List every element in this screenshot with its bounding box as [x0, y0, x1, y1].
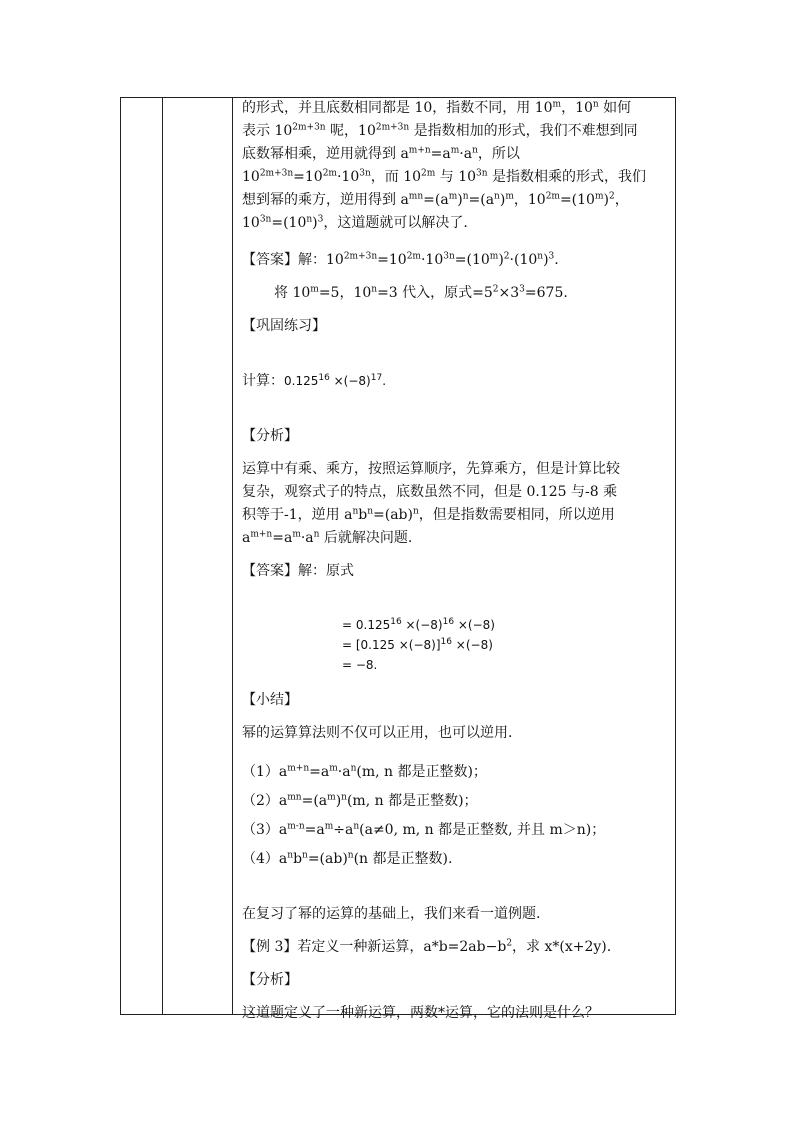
sup: 2: [492, 284, 499, 295]
text-run: 【答案】解：: [242, 252, 326, 268]
text-run: ): [335, 793, 342, 809]
sup: m: [329, 763, 338, 774]
sup: n: [462, 191, 469, 202]
text-run: ×(−8): [401, 618, 443, 632]
sup: n: [313, 529, 320, 540]
text-run: 积等于-1，逆用 a: [242, 507, 353, 523]
text-run: ·(10: [509, 252, 538, 268]
sup: 2: [503, 251, 510, 262]
text-run: =a: [309, 764, 330, 780]
text-run: =10: [293, 169, 323, 185]
sup: n: [350, 763, 357, 774]
sup: n: [353, 821, 360, 832]
text-run: ，所以: [477, 146, 520, 162]
sup: m+n: [287, 763, 310, 774]
sup: m: [310, 284, 319, 295]
sup: n: [494, 191, 500, 202]
sup: m: [505, 191, 514, 202]
text-run: =(ab): [373, 507, 413, 523]
sup: m: [552, 99, 562, 110]
text-run: 将 10: [274, 285, 311, 301]
example-3: [242, 936, 672, 959]
formula-line-1: [342, 615, 672, 635]
text-run: =5，10: [318, 285, 372, 301]
answer-1-substitution: [242, 282, 672, 305]
text-run: (m, n 都是正整数)；: [356, 764, 487, 780]
text-run: 想到幂的乘方，逆用得到 a: [242, 192, 409, 208]
sup: m: [324, 821, 334, 832]
text-run: =(10: [559, 192, 595, 208]
sup: n: [371, 284, 378, 295]
text-run: 计算：: [242, 373, 284, 389]
rule-3: [242, 819, 672, 842]
final-question: 这道题定义了一种新运算，两数*运算，它的法则是什么？: [242, 1005, 599, 1021]
answer-2-heading: 【答案】解：原式: [242, 563, 354, 579]
sup: m: [450, 145, 460, 156]
text-run: ): [498, 252, 504, 268]
practice-heading: 【巩固练习】: [242, 318, 326, 334]
text-run: b: [293, 851, 303, 867]
text-run: 是指数相加的形式，我们不难想到同: [409, 123, 638, 139]
text-run: ，这道题就可以解决了.: [323, 215, 468, 231]
sup: 2m+3n: [343, 251, 378, 262]
answer-1: [242, 249, 672, 272]
sup: n: [472, 145, 478, 156]
text-run: 【例 3】若定义一种新运算，a*b=2ab−b: [242, 939, 507, 955]
sup: 3: [548, 251, 555, 262]
formula-block: [342, 615, 672, 675]
analysis-3-heading: 【分析】: [242, 972, 298, 988]
sup: mn: [408, 191, 424, 202]
text-run: =675.: [524, 285, 568, 301]
sup: m+n: [250, 529, 273, 540]
sup: 16: [440, 637, 452, 647]
text-run: 的形式，并且底数相同都是 10，指数不同，用 10: [242, 100, 553, 116]
sup: n: [347, 850, 354, 861]
sup: m: [327, 792, 336, 803]
sup: 2: [506, 938, 513, 949]
sup: 3: [519, 284, 525, 295]
calc-expr: [284, 374, 386, 388]
sup: m+n: [408, 145, 431, 156]
practice-calc: [242, 370, 672, 393]
sup: n: [306, 214, 313, 225]
rule-1: [242, 761, 672, 784]
text-run: 运算中有乘、乘方，按照运算顺序，先算乘方，但是计算比较: [242, 461, 620, 477]
rule-2: [242, 790, 672, 813]
text-run: 0.125: [284, 374, 319, 388]
sup: 2: [608, 191, 615, 202]
sup: mn: [287, 792, 302, 803]
text-run: .: [382, 374, 387, 388]
sup: m: [594, 191, 604, 202]
sup: 2m: [545, 191, 560, 202]
content-cell: [242, 97, 672, 1025]
column-divider-1: [162, 97, 163, 1015]
text-run: 是指数相乘的形式，我们: [487, 169, 646, 185]
text-run: ，而 10: [370, 169, 422, 185]
sup: 17: [370, 373, 383, 383]
text-run: 如何: [598, 100, 632, 116]
sup: 2m+3n: [292, 122, 326, 133]
sup: n: [341, 792, 347, 803]
text-run: 10: [326, 252, 344, 268]
sup: n: [367, 506, 373, 517]
formula-line-2: [342, 635, 672, 655]
text-run: = 0.125: [342, 618, 391, 632]
sup: 2m+3n: [259, 168, 294, 179]
sup: 2m: [322, 168, 337, 179]
sup: 2m: [406, 251, 421, 262]
formula-line-3: = −8.: [342, 658, 378, 672]
text-run: b: [358, 507, 368, 523]
sup: 2m+3n: [375, 122, 410, 133]
text-run: 表示 10: [242, 123, 293, 139]
sup: n: [412, 506, 419, 517]
sup: n: [537, 251, 544, 262]
text-run: ×3: [498, 285, 520, 301]
text-run: ·a: [459, 146, 473, 162]
text-run: =a: [272, 530, 293, 546]
text-run: ×(−8): [451, 638, 493, 652]
text-run: =(a: [301, 793, 328, 809]
text-run: ×(−8): [454, 618, 495, 632]
sup: 16: [442, 617, 455, 627]
text-run: 复杂，观察式子的特点，底数虽然不同，但是 0.125 与-8 乘: [242, 484, 618, 500]
text-run: 呢，10: [325, 123, 376, 139]
sup: 3n: [259, 214, 272, 225]
text-run: =(10: [271, 215, 307, 231]
sup: n: [592, 99, 599, 110]
text-run: ·10: [336, 169, 360, 185]
sup: 3n: [476, 168, 488, 179]
text-run: 底数幂相乘，逆用就得到 a: [242, 146, 409, 162]
text-run: =(a: [468, 192, 495, 208]
text-run: (n 都是正整数).: [353, 851, 453, 867]
sup: 16: [390, 617, 402, 627]
sup: m: [448, 191, 458, 202]
text-run: ，: [614, 192, 629, 208]
sup: 2m: [421, 168, 436, 179]
sup: m: [489, 251, 499, 262]
review-text: 在复习了幂的运算的基础上，我们来看一道例题.: [242, 906, 541, 922]
sup: m: [292, 529, 301, 540]
sup: 3n: [359, 168, 371, 179]
summary-heading: 【小结】: [242, 692, 298, 708]
analysis-heading: 【分析】: [242, 428, 298, 444]
text-run: ，10: [561, 100, 593, 116]
text-run: 与 10: [435, 169, 477, 185]
text-run: (m, n 都是正整数)；: [346, 793, 478, 809]
text-run: =(a: [423, 192, 449, 208]
sup: 16: [318, 373, 330, 383]
text-run: =10: [377, 252, 407, 268]
text-run: = [0.125 ×(−8)]: [342, 638, 441, 652]
text-run: =(ab): [307, 851, 348, 867]
text-run: ，求 x*(x+2y).: [512, 939, 612, 955]
rule-4: [242, 848, 672, 871]
text-run: (a≠0, m, n 都是正整数, 并且 m＞n)；: [359, 822, 606, 838]
text-run: ): [543, 252, 549, 268]
text-run: .: [554, 252, 559, 268]
text-run: =3 代入，原式=5: [377, 285, 493, 301]
text-run: ): [312, 215, 318, 231]
text-run: a: [242, 530, 251, 546]
text-run: ): [499, 192, 506, 208]
text-run: ·a: [300, 530, 314, 546]
sup: m-n: [287, 821, 305, 832]
text-run: ·a: [337, 764, 351, 780]
text-run: =a: [304, 822, 325, 838]
text-run: 10: [242, 215, 260, 231]
analysis-2-paragraph: [242, 458, 672, 550]
text-run: =a: [430, 146, 451, 162]
text-run: ·10: [420, 252, 444, 268]
text-run: =(10: [454, 252, 490, 268]
sup: n: [302, 850, 308, 861]
sup: n: [352, 506, 359, 517]
text-run: 10: [242, 169, 260, 185]
summary-intro: 幂的运算算法则不仅可以正用，也可以逆用.: [242, 725, 513, 741]
text-run: （2）a: [242, 793, 288, 809]
text-run: ×(−8): [329, 374, 371, 388]
text-run: ): [603, 192, 609, 208]
text-run: ): [457, 192, 463, 208]
column-divider-2: [232, 97, 233, 1015]
text-run: ÷a: [333, 822, 354, 838]
text-run: （1）a: [242, 764, 288, 780]
sup: 3n: [443, 251, 455, 262]
text-run: ，但是指数需要相同，所以逆用: [418, 507, 615, 523]
text-run: （4）a: [242, 851, 288, 867]
text-run: （3）a: [242, 822, 288, 838]
text-run: 后就解决问题.: [319, 530, 413, 546]
text-run: ，10: [513, 192, 546, 208]
sup: n: [287, 850, 294, 861]
sup: 3: [317, 214, 324, 225]
analysis-paragraph: [242, 97, 672, 235]
